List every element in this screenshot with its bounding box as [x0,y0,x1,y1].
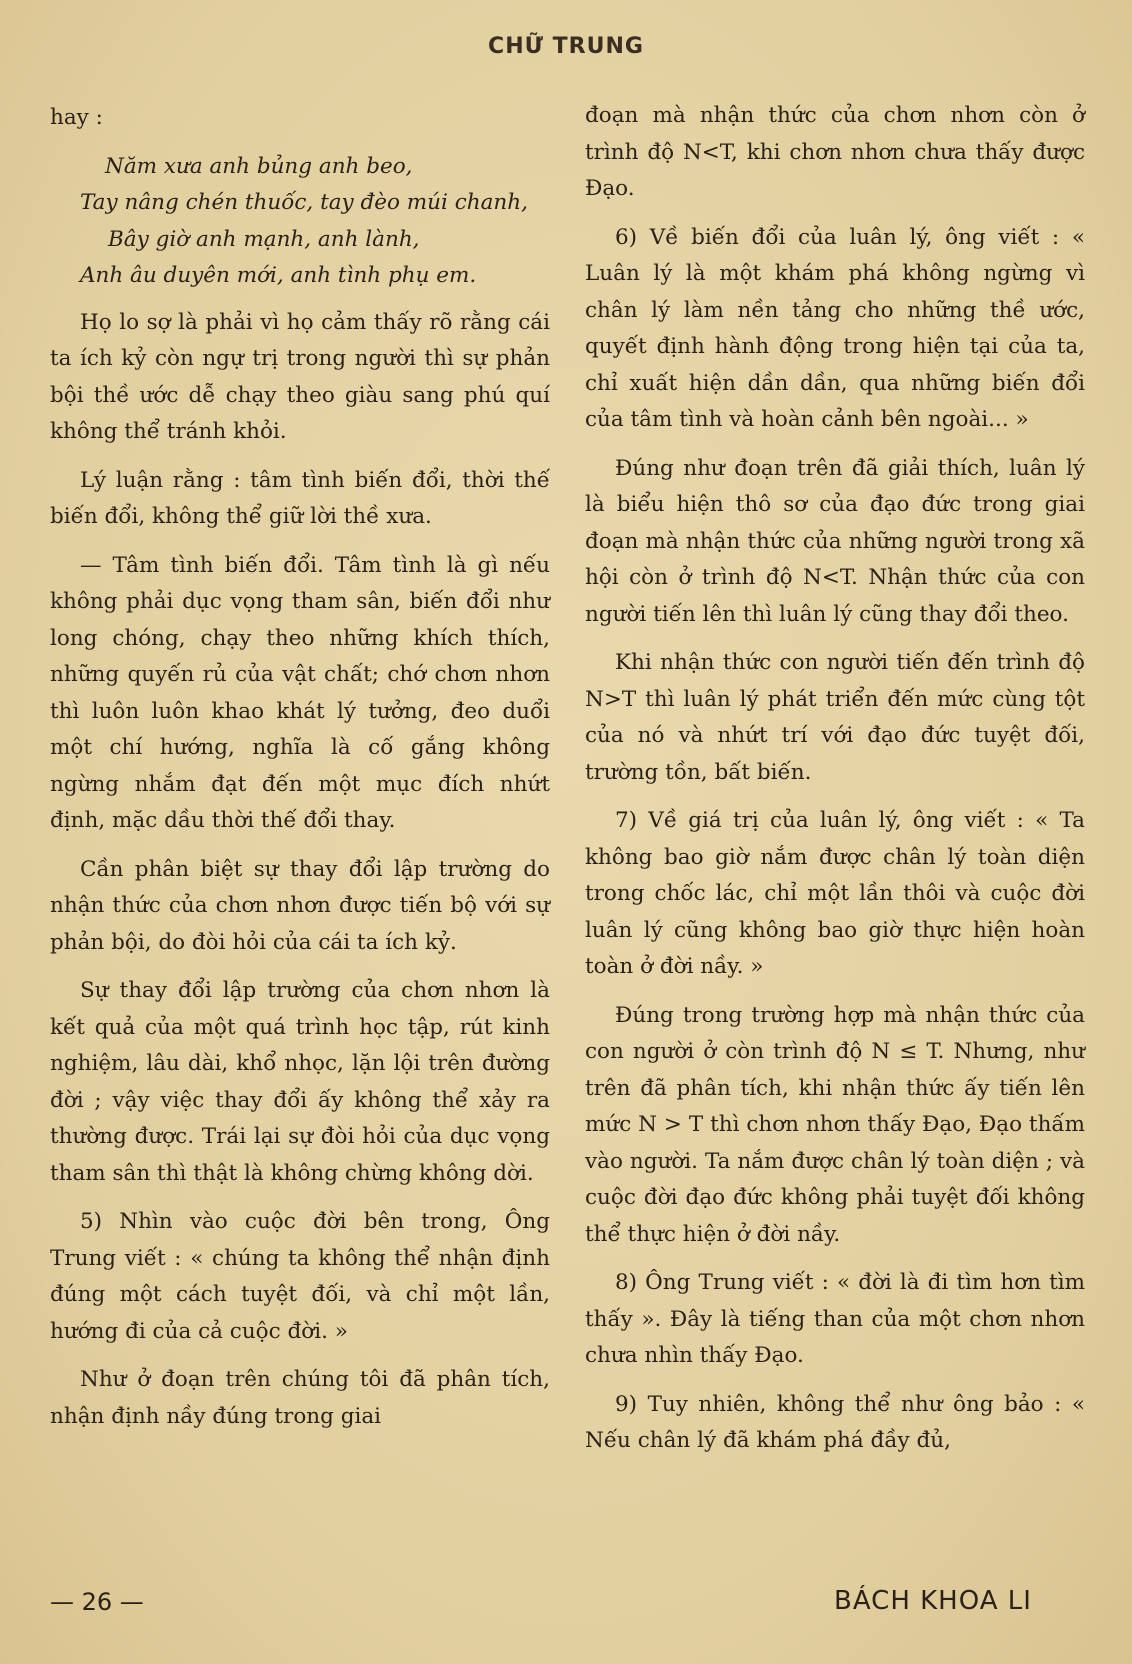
paragraph: đoạn mà nhận thức của chơn nhơn còn ở trình độ N<T, khi chơn nhơn chưa thấy được Đạo. [585,103,1085,201]
paragraph: Khi nhận thức con người tiến đến trình độ N>T thì luân lý phát triển đến mức cùng tột của nó và nhứt trí với đạo đức tuyệt đối, trường tồn, bất biến. [585,650,1085,785]
paragraph: Sự thay đổi lập trường của chơn nhơn là kết quả của một quá trình học tập, rút kinh nghiệm, lâu dài, khổ nhọc, lặn lội trên đường đời ; vậy việc thay đổi ấy không thể xảy ra thường được. Trái lại sự đòi hỏi của dục vọng tham sân thì thật là không chừng không dời. [50,978,550,1186]
paragraph: — Tâm tình biến đổi. Tâm tình là gì nếu không phải dục vọng tham sân, biến đổi như long chóng, chạy theo những khích thích, những quyến rủ của vật chất; chớ chơn nhơn thì luôn luôn khao khát lý tưởng, đeo duổi một chí hướng, nghĩa là cố gắng không ngừng nhắm đạt đến một mục đích nhứt định, mặc dầu thời thế đổi thay. [50,552,550,833]
paragraph: Đúng trong trường hợp mà nhận thức của con người ở còn trình độ N ≤ T. Nhưng, như trên đã phân tích, khi nhận thức ấy tiến lên mức N > T thì chơn nhơn thấy Đạo, Đạo thấm vào người. Ta nắm được chân lý toàn diện ; và cuộc đời đạo đức không phải tuyệt đối không thể thực hiện ở đời nầy. [585,1002,1085,1247]
left-column [50,100,550,1447]
intro-line: hay : [50,105,103,130]
poem [50,149,550,295]
paragraph: Như ở đoạn trên chúng tôi đã phân tích, nhận định nầy đúng trong giai [50,1367,550,1429]
paragraph: 5) Nhìn vào cuộc đời bên trong, Ông Trung viết : « chúng ta không thể nhận định đúng một cách tuyệt đối, và chỉ một lần, hướng đi của cả cuộc đời. » [50,1209,550,1344]
paragraph: 6) Về biến đổi của luân lý, ông viết : « Luân lý là một khám phá không ngừng vì chân lý làm nền tảng cho những thề ước, quyết định hành động trong hiện tại của ta, chỉ xuất hiện dần dần, qua những biến đổi của tâm tình và hoàn cảnh bên ngoài... » [585,224,1085,432]
paragraph: Đúng như đoạn trên đã giải thích, luân lý là biểu hiện thô sơ của đạo đức trong giai đoạn mà nhận thức của những người trong xã hội còn ở trình độ N<T. Nhận thức của con người tiến lên thì luân lý cũng thay đổi theo. [585,455,1085,627]
paragraph: Cần phân biệt sự thay đổi lập trường do nhận thức của chơn nhơn được tiến bộ với sự phản bội, do đòi hỏi của cái ta ích kỷ. [50,856,550,955]
page-header: CHỮ TRUNG [488,34,644,59]
paragraph: 8) Ông Trung viết : « đời là đi tìm hơn tìm thấy ». Đây là tiếng than của một chơn nhơn chưa nhìn thấy Đạo. [585,1270,1085,1368]
poem-line: Tay nâng chén thuốc, tay đèo múi chanh, [80,190,528,215]
paragraph: 9) Tuy nhiên, không thể như ông bảo : « Nếu chân lý đã khám phá đầy đủ, [585,1391,1085,1453]
paragraph: Lý luận rằng : tâm tình biến đổi, thời thế biến đổi, không thể giữ lời thề xưa. [50,467,550,529]
paragraph: 7) Về giá trị của luân lý, ông viết : « Ta không bao giờ nắm được chân lý toàn diện trong chốc lác, chỉ một lần thôi và cuộc đời luân lý cũng không bao giờ thực hiện hoàn toàn ở đời nầy. » [585,808,1085,979]
page-number: — 26 — [50,1588,144,1616]
poem-line: Anh âu duyên mới, anh tình phụ em. [80,263,477,288]
publication-name: BÁCH KHOA LI [834,1586,1032,1616]
poem-line: Năm xưa anh bủng anh beo, [105,153,413,179]
right-column [585,98,1085,1472]
paragraph: Họ lo sợ là phải vì họ cảm thấy rõ rằng cái ta ích kỷ còn ngự trị trong người thì sự phản bội thề ước dễ chạy theo giàu sang phú quí không thể tránh khỏi. [50,309,550,444]
poem-line: Bây giờ anh mạnh, anh lành, [108,226,420,252]
